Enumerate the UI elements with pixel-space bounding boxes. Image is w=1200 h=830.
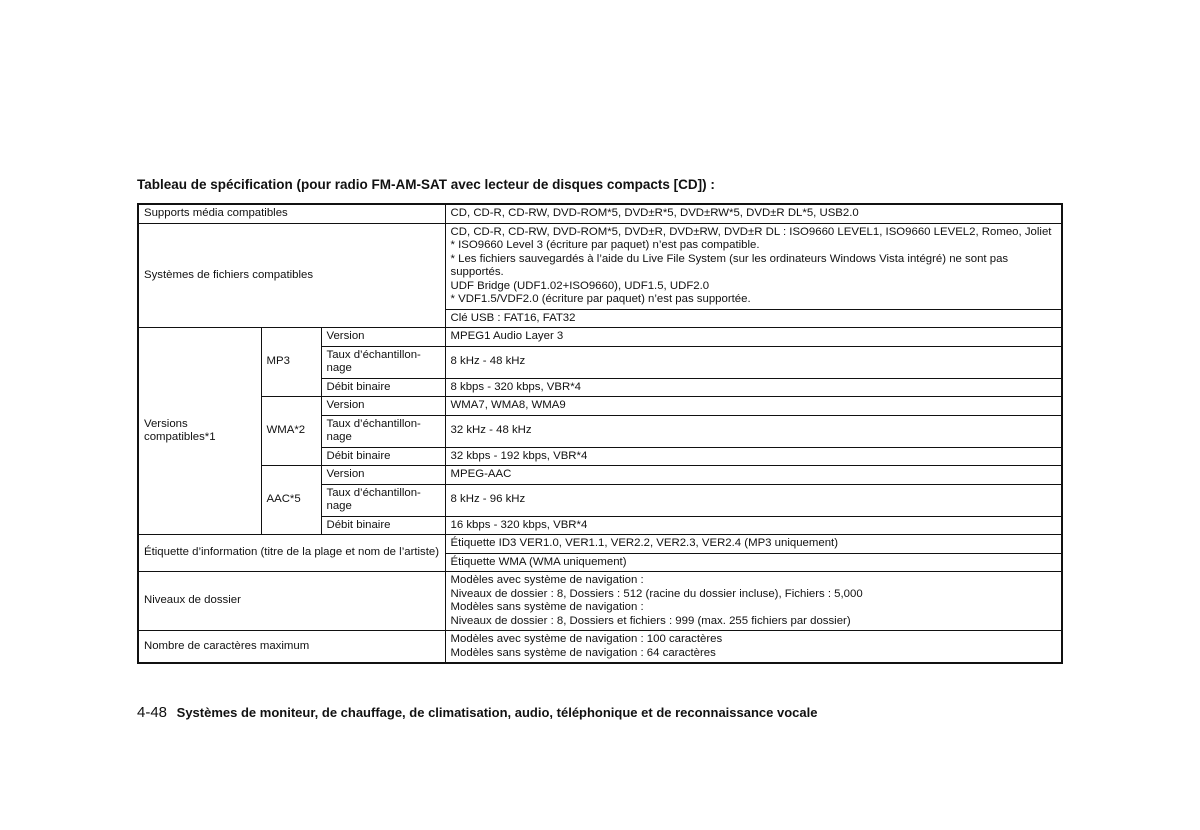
page-number: 4-48 — [137, 704, 168, 721]
table-row — [138, 466, 1062, 485]
row-value-folders — [445, 572, 1062, 631]
row-value-filesystems — [445, 223, 1062, 309]
row-value-max-chars — [445, 631, 1062, 664]
row-label-filesystems: Systèmes de fichiers compatibles — [138, 223, 445, 328]
table-row — [138, 328, 1062, 347]
param-label: Taux d’échantillon-nage — [321, 484, 445, 516]
param-label: Version — [321, 397, 445, 416]
param-value: 32 kbps - 192 kbps, VBR*4 — [445, 447, 1062, 466]
param-value: 8 kHz - 96 kHz — [445, 484, 1062, 516]
text-line: UDF Bridge (UDF1.02+ISO9660), UDF1.5, UDF2.0 — [450, 279, 710, 292]
text-line: Modèles sans système de navigation : — [450, 601, 644, 613]
text-line: Modèles avec système de navigation : 100 caractères — [450, 633, 723, 645]
param-label: Taux d’échantillon-nage — [321, 346, 445, 378]
table-row — [138, 572, 1062, 631]
format-aac: AAC*5 — [261, 466, 321, 535]
text-line: * ISO9660 Level 3 (écriture par paquet) n’est pas compatible. — [450, 239, 760, 251]
page-footer — [137, 704, 817, 721]
table-heading: Tableau de spécification (pour radio FM-AM-SAT avec lecteur de disques compacts [CD]) : — [137, 177, 715, 192]
format-mp3: MP3 — [261, 328, 321, 397]
specification-table — [137, 203, 1063, 664]
text-line: * VDF1.5/VDF2.0 (écriture par paquet) n’est pas supportée. — [450, 293, 751, 305]
param-label: Version — [321, 328, 445, 347]
param-value: 32 kHz - 48 kHz — [445, 415, 1062, 447]
text-line: CD, CD-R, CD-RW, DVD-ROM*5, DVD±R, DVD±RW, DVD±R DL : ISO9660 LEVEL1, ISO9660 LEVEL2, Romeo, Joliet — [450, 225, 1052, 238]
row-value-wma-tag: Étiquette WMA (WMA uniquement) — [445, 553, 1062, 572]
row-label-tag: Étiquette d’information (titre de la plage et nom de l’artiste) — [138, 535, 445, 572]
row-value-supports: CD, CD-R, CD-RW, DVD-ROM*5, DVD±R*5, DVD±RW*5, DVD±R DL*5, USB2.0 — [445, 204, 1062, 223]
param-value: 8 kbps - 320 kbps, VBR*4 — [445, 378, 1062, 397]
format-wma: WMA*2 — [261, 397, 321, 466]
text-line: Modèles sans système de navigation : 64 caractères — [450, 646, 716, 659]
text-line: Niveaux de dossier : 8, Dossiers et fichiers : 999 (max. 255 fichiers par dossier) — [450, 614, 851, 627]
param-label: Taux d’échantillon-nage — [321, 415, 445, 447]
param-label: Débit binaire — [321, 447, 445, 466]
row-label-versions: Versions compatibles*1 — [138, 328, 261, 535]
text-line: Niveaux de dossier : 8, Dossiers : 512 (racine du dossier incluse), Fichiers : 5,000 — [450, 587, 863, 600]
param-label: Version — [321, 466, 445, 485]
table-row — [138, 204, 1062, 223]
text-line: Modèles avec système de navigation : — [450, 574, 644, 586]
param-value: MPEG1 Audio Layer 3 — [445, 328, 1062, 347]
param-label: Débit binaire — [321, 378, 445, 397]
param-value: 8 kHz - 48 kHz — [445, 346, 1062, 378]
section-title: Systèmes de moniteur, de chauffage, de climatisation, audio, téléphonique et de reconnaissance vocale — [176, 705, 818, 720]
row-value-id3: Étiquette ID3 VER1.0, VER1.1, VER2.2, VER2.3, VER2.4 (MP3 uniquement) — [445, 535, 1062, 554]
row-value-usb: Clé USB : FAT16, FAT32 — [445, 309, 1062, 328]
param-value: 16 kbps - 320 kbps, VBR*4 — [445, 516, 1062, 535]
table-row — [138, 223, 1062, 309]
text-line: * Les fichiers sauvegardés à l’aide du Live File System (sur les ordinateurs Windows Vista intégré) ne sont pas supportés. — [450, 252, 1009, 278]
table-row — [138, 631, 1062, 664]
table-row — [138, 397, 1062, 416]
table-row — [138, 535, 1062, 554]
param-label: Débit binaire — [321, 516, 445, 535]
param-value: WMA7, WMA8, WMA9 — [445, 397, 1062, 416]
row-label-supports: Supports média compatibles — [138, 204, 445, 223]
row-label-folders: Niveaux de dossier — [138, 572, 445, 631]
row-label-max-chars: Nombre de caractères maximum — [138, 631, 445, 664]
param-value: MPEG-AAC — [445, 466, 1062, 485]
